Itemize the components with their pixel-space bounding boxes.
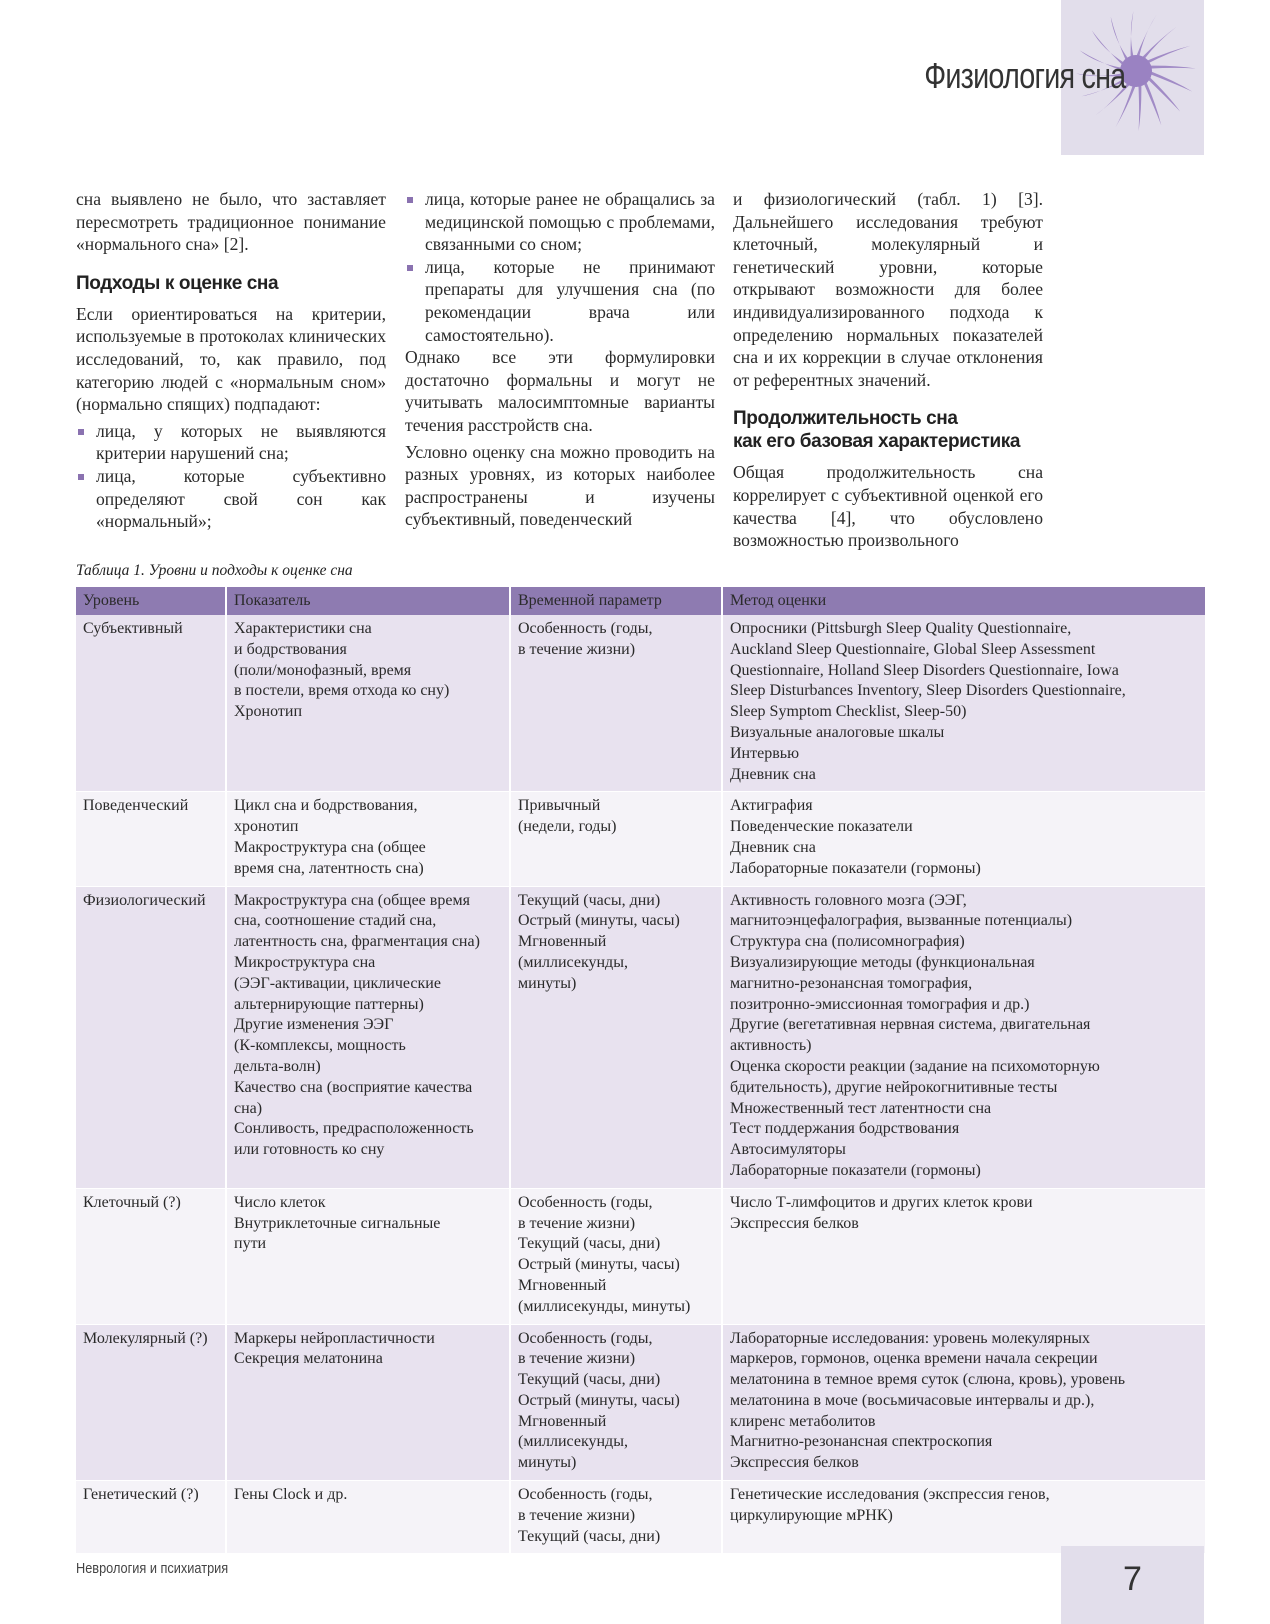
table-cell-level: Клеточный (?) <box>76 1188 226 1324</box>
cell-line: Лабораторные показатели (гормоны) <box>730 859 981 877</box>
cell-line: минуты) <box>518 1454 577 1472</box>
cell-line: или готовность ко сну <box>234 1141 385 1159</box>
cell-line: Особенность (годы, <box>518 620 653 637</box>
table-cell-method <box>722 792 1205 886</box>
cell-line: Секреция мелатонина <box>234 1350 383 1368</box>
cell-line: активность) <box>730 1037 812 1055</box>
table-cell-method <box>722 1324 1205 1481</box>
cell-line: Опросники (Pittsburgh Sleep Quality Questionnaire, <box>730 620 1072 637</box>
journal-name: Неврология и психиатрия <box>76 1560 229 1577</box>
column-header: Уровень <box>76 587 226 615</box>
cell-line: Острый (минуты, часы) <box>518 1391 680 1409</box>
table-cell-time <box>510 886 722 1188</box>
cell-line: Внутриклеточные сигнальные <box>234 1214 441 1232</box>
cell-line: Число клеток <box>234 1193 326 1211</box>
cell-line: Текущий (часы, дни) <box>518 1527 661 1545</box>
list-item: лица, которые не принимают препараты для улучшения сна (по рекомендации врача или самостоятельно). <box>405 256 715 346</box>
cell-line: Макроструктура сна (общее время <box>234 891 470 909</box>
subheading-line: как его базовая характеристика <box>733 431 1021 453</box>
cell-line: в течение жизни) <box>518 640 636 658</box>
paragraph: Общая продолжительность сна коррелирует с субъективной оценкой его качества [4], что обусловлено возможностью произвольного <box>733 462 1043 551</box>
cell-line: Генетические исследования (экспрессия генов, <box>730 1486 1050 1504</box>
list-item: лица, у которых не выявляются критерии нарушений сна; <box>76 420 386 465</box>
table-cell-level: Субъективный <box>76 615 226 792</box>
cell-line: Макроструктура сна (общее <box>234 838 426 856</box>
cell-line: (поли/монофазный, время <box>234 661 412 679</box>
table-row <box>76 792 1205 886</box>
cell-line: Структура сна (полисомнография) <box>730 933 965 951</box>
section-title: Физиология сна <box>923 55 1125 96</box>
cell-line: минуты) <box>518 974 577 992</box>
paragraph: и физиологический (табл. 1) [3]. Дальнейшего исследования требуют клеточный, молекулярный и генетический уровни, которые открывают возможности для более индивидуализированного подхода к определению нормальных показателей сна и их коррекции в случае отклонения от референтных значений. <box>733 189 1043 390</box>
cell-line: Острый (минуты, часы) <box>518 912 680 930</box>
cell-line: Текущий (часы, дни) <box>518 1235 661 1253</box>
cell-line: хронотип <box>234 818 299 836</box>
table-row <box>76 1188 1205 1324</box>
paragraph: Однако все эти формулировки достаточно формальны и могут не учитывать малосимптомные варианты течения расстройств сна. <box>405 347 715 435</box>
table-cell-time <box>510 1324 722 1481</box>
cell-line: бдительность), другие нейрокогнитивные тесты <box>730 1078 1058 1096</box>
column-header: Показатель <box>226 587 510 615</box>
table-cell-time <box>510 615 722 792</box>
list-item: лица, которые ранее не обращались за медицинской помощью с проблемами, связанными со сном; <box>405 188 715 256</box>
table-row <box>76 1324 1205 1481</box>
cell-line: Экспрессия белков <box>730 1454 859 1472</box>
subheading-line: Продолжительность сна <box>733 408 958 430</box>
table-cell-indicator <box>226 1324 510 1481</box>
table-cell-indicator <box>226 615 510 792</box>
cell-line: Цикл сна и бодрствования, <box>234 797 418 815</box>
table-cell-indicator <box>226 1481 510 1554</box>
cell-line: Текущий (часы, дни) <box>518 891 661 909</box>
cell-line: сна, соотношение стадий сна, <box>234 912 437 930</box>
cell-line: Характеристики сна <box>234 620 372 637</box>
cell-line: Sleep Disturbances Inventory, Sleep Disorders Questionnaire, <box>730 682 1126 700</box>
bullet-list <box>76 420 386 533</box>
cell-line: Auckland Sleep Questionnaire, Global Sleep Assessment <box>730 640 1096 658</box>
cell-line: Другие изменения ЭЭГ <box>234 1016 394 1034</box>
cell-line: Сонливость, предрасположенность <box>234 1120 474 1138</box>
cell-line: Визуализирующие методы (функциональная <box>730 953 1035 971</box>
cell-line: мелатонина в темное время суток (слюна, кровь), уровень <box>730 1371 1126 1389</box>
cell-line: Дневник сна <box>730 765 816 783</box>
cell-line: Микроструктура сна <box>234 953 376 971</box>
cell-line: Оценка скорости реакции (задание на психомоторную <box>730 1057 1100 1075</box>
table-cell-indicator <box>226 886 510 1188</box>
cell-line: дельта-волн) <box>234 1057 321 1075</box>
text-column-3 <box>733 188 1043 556</box>
cell-line: Особенность (годы, <box>518 1486 653 1504</box>
cell-line: пути <box>234 1235 267 1253</box>
cell-line: Множественный тест латентности сна <box>730 1099 992 1117</box>
subheading: Подходы к оценке сна <box>76 272 279 294</box>
cell-line: латентность сна, фрагментация сна) <box>234 933 480 951</box>
page-number: 7 <box>1123 1560 1142 1598</box>
cell-line: альтернирующие паттерны) <box>234 995 424 1013</box>
table-cell-level: Молекулярный (?) <box>76 1324 226 1481</box>
cell-line: время сна, латентность сна) <box>234 859 424 877</box>
cell-line: в течение жизни) <box>518 1350 636 1368</box>
cell-line: маркеров, гормонов, оценка времени начала секреции <box>730 1350 1098 1368</box>
cell-line: Маркеры нейропластичности <box>234 1329 435 1347</box>
table-cell-method <box>722 1188 1205 1324</box>
cell-line: (миллисекунды, минуты) <box>518 1297 691 1315</box>
list-item: лица, которые субъективно определяют свой сон как «нормальный»; <box>76 465 386 533</box>
cell-line: Лабораторные исследования: уровень молекулярных <box>730 1329 1091 1347</box>
table-cell-indicator <box>226 1188 510 1324</box>
cell-line: Лабораторные показатели (гормоны) <box>730 1161 981 1179</box>
cell-line: (К-комплексы, мощность <box>234 1037 406 1055</box>
text-column-2 <box>405 188 715 535</box>
table-cell-level: Поведенческий <box>76 792 226 886</box>
paragraph: Если ориентироваться на критерии, используемые в протоколах клинических исследований, то, как правило, под категорию людей с «нормальным сном» (нормально спящих) подпадают: <box>76 303 386 415</box>
cell-line: Хронотип <box>234 703 303 721</box>
table-cell-method <box>722 615 1205 792</box>
sleep-assessment-table <box>76 587 1205 1554</box>
paragraph: сна выявлено не было, что заставляет пересмотреть традиционное понимание «нормального сна» [2]. <box>76 189 386 255</box>
bullet-list <box>405 188 715 346</box>
text-column-1 <box>76 188 386 533</box>
cell-line: мелатонина в моче (восьмичасовые интервалы и др.), <box>730 1391 1095 1409</box>
cell-line: Поведенческие показатели <box>730 818 913 836</box>
cell-line: (недели, годы) <box>518 818 617 836</box>
cell-line: Острый (минуты, часы) <box>518 1256 680 1274</box>
cell-line: Число Т-лимфоцитов и других клеток крови <box>730 1193 1033 1211</box>
cell-line: Мгновенный <box>518 1412 607 1430</box>
cell-line: Активность головного мозга (ЭЭГ, <box>730 891 967 909</box>
cell-line: Особенность (годы, <box>518 1329 653 1347</box>
cell-line: Экспрессия белков <box>730 1214 859 1232</box>
column-header: Временной параметр <box>510 587 722 615</box>
cell-line: Автосимуляторы <box>730 1141 846 1159</box>
cell-line: (миллисекунды, <box>518 953 628 971</box>
table-caption: Таблица 1. Уровни и подходы к оценке сна <box>76 562 353 579</box>
table-cell-level: Физиологический <box>76 886 226 1188</box>
table-cell-time <box>510 792 722 886</box>
cell-line: магнитно-резонансная томография, <box>730 974 973 992</box>
cell-line: Мгновенный <box>518 933 607 951</box>
cell-line: циркулирующие мРНК) <box>730 1506 893 1524</box>
cell-line: Другие (вегетативная нервная система, двигательная <box>730 1016 1091 1034</box>
cell-line: Особенность (годы, <box>518 1193 653 1211</box>
cell-line: в течение жизни) <box>518 1214 636 1232</box>
column-header: Метод оценки <box>722 587 1205 615</box>
table-cell-indicator <box>226 792 510 886</box>
table-cell-level: Генетический (?) <box>76 1481 226 1554</box>
paragraph: Условно оценку сна можно проводить на разных уровнях, из которых наиболее распространены и изучены субъективный, поведенческий <box>405 441 715 530</box>
cell-line: позитронно-эмиссионная томография и др.) <box>730 995 1030 1013</box>
subheading <box>733 407 1043 453</box>
cell-line: Актиграфия <box>730 797 813 815</box>
table-cell-time <box>510 1188 722 1324</box>
cell-line: Questionnaire, Holland Sleep Disorders Questionnaire, Iowa <box>730 661 1119 679</box>
cell-line: Интервью <box>730 744 800 762</box>
cell-line: Дневник сна <box>730 838 816 856</box>
cell-line: Привычный <box>518 797 601 815</box>
cell-line: (ЭЭГ-активации, циклические <box>234 974 441 992</box>
table-row <box>76 615 1205 792</box>
table-cell-time <box>510 1481 722 1554</box>
cell-line: Гены Clock и др. <box>234 1486 348 1504</box>
cell-line: Магнитно-резонансная спектроскопия <box>730 1433 993 1451</box>
cell-line: сна) <box>234 1099 263 1117</box>
cell-line: Текущий (часы, дни) <box>518 1371 661 1389</box>
cell-line: в течение жизни) <box>518 1506 636 1524</box>
cell-line: Sleep Symptom Checklist, Sleep-50) <box>730 703 967 721</box>
cell-line: клиренс метаболитов <box>730 1412 876 1430</box>
cell-line: в постели, время отхода ко сну) <box>234 682 450 700</box>
cell-line: и бодрствования <box>234 640 347 658</box>
cell-line: магнитоэнцефалография, вызванные потенциалы) <box>730 912 1073 930</box>
table-row <box>76 886 1205 1188</box>
cell-line: Качество сна (восприятие качества <box>234 1078 473 1096</box>
table-cell-method <box>722 886 1205 1188</box>
cell-line: Мгновенный <box>518 1276 607 1294</box>
table-row <box>76 1481 1205 1554</box>
cell-line: (миллисекунды, <box>518 1433 628 1451</box>
table-cell-method <box>722 1481 1205 1554</box>
table-header-row <box>76 587 1205 615</box>
cell-line: Тест поддержания бодрствования <box>730 1120 960 1138</box>
cell-line: Визуальные аналоговые шкалы <box>730 723 945 741</box>
